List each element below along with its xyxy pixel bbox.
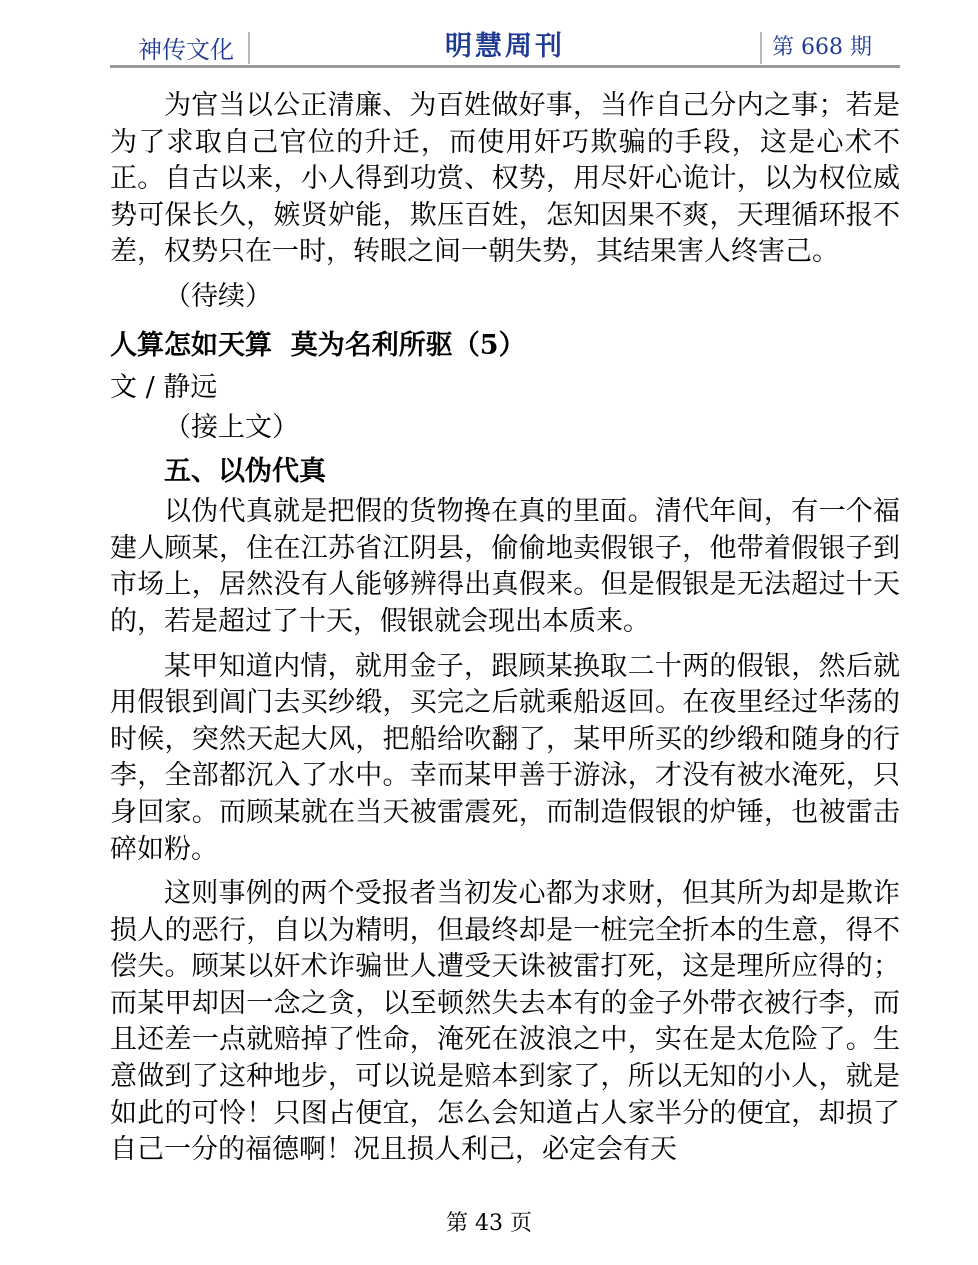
article-author: 文 / 静远 (110, 371, 218, 403)
header-divider-right (760, 32, 762, 64)
body-paragraph: 某甲知道内情，就用金子，跟顾某换取二十两的假银，然后就用假银到阊门去买纱缎，买完之后就乘船返回。在夜里经过华荡的时候，突然天起大风，把船给吹翻了，某甲所买的纱缎和随身的行李，全部都沉入了水中。幸而某甲善于游泳，才没有被水淹死，只身回家。而顾某就在当天被雷震死，而制造假银的炉锤，也被雷击碎如粉。 (110, 650, 900, 865)
page-number: 第 43 页 (446, 1211, 532, 1236)
body-paragraph: 这则事例的两个受报者当初发心都为求财，但其所为却是欺诈损人的恶行，自以为精明，但最终却是一桩完全折本的生意，得不偿失。顾某以奸术诈骗世人遭受天诛被雷打死，这是理所应得的；而某甲却因一念之贪，以至顿然失去本有的金子外带衣被行李，而且还差一点就赔掉了性命，淹死在波浪之中，实在是太危险了。生意做到了这种地步，可以说是赔本到家了，所以无知的小人，就是如此的可怜！只图占便宜，怎么会知道占人家半分的便宜，却损了自己一分的福德啊！况且损人利己，必定会有天 (110, 878, 900, 1166)
header-rule (110, 65, 900, 68)
page-header (110, 22, 900, 66)
issue-number: 第 668 期 (772, 35, 872, 60)
section-heading: 五、以伪代真 (164, 456, 326, 488)
body-paragraph: 以伪代真就是把假的货物搀在真的里面。清代年间，有一个福建人顾某，住在江苏省江阴县，偷偷地卖假银子，他带着假银子到市场上，居然没有人能够辨得出真假来。但是假银是无法超过十天的，若是超过了十天，假银就会现出本质来。 (110, 496, 900, 637)
section-label: 神传文化 (138, 36, 234, 64)
continued-from: （接上文） (164, 411, 299, 443)
to-be-continued: （待续） (164, 280, 272, 312)
article-title: 人算怎如天算 莫为名利所驱（5） (110, 329, 526, 361)
page-content (110, 88, 900, 1177)
intro-paragraph: 为官当以公正清廉、为百姓做好事，当作自己分内之事；若是为了求取自己官位的升迁，而使用奸巧欺骗的手段，这是心术不正。自古以来，小人得到功赏、权势，用尽奸心诡计，以为权位威势可保长久，嫉贤妒能，欺压百姓，怎知因果不爽，天理循环报不差，权势只在一时，转眼之间一朝失势，其结果害人终害己。 (110, 90, 900, 268)
publication-title: 明慧周刊 (445, 31, 565, 62)
